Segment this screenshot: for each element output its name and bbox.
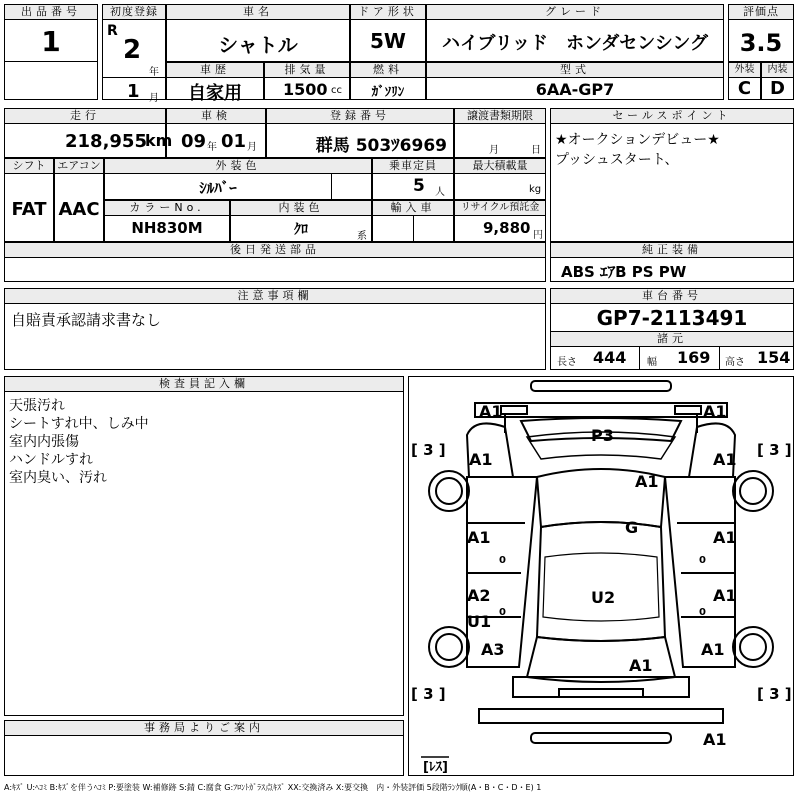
model-code: 6AA-GP7	[535, 80, 615, 99]
length: 444	[593, 348, 627, 367]
first-reg-label: 初度登録	[103, 5, 165, 20]
equipment-label: 純正装備	[551, 243, 793, 258]
inspection-month: 01	[221, 131, 247, 152]
load-unit: kg	[529, 184, 542, 195]
mark-rear-door-left-a: A2	[467, 586, 491, 605]
mileage: 218,955	[65, 131, 147, 152]
tire-tread-rear-left: [ 3 ]	[411, 685, 446, 703]
capacity-unit: 人	[435, 187, 445, 198]
inspector-notes-box	[4, 376, 404, 716]
door-label: ドア形状	[351, 5, 425, 20]
mileage-box	[4, 108, 173, 158]
interior-grade: D	[770, 78, 785, 99]
spare-tire: [ﾚｽ]	[423, 760, 448, 775]
inspector-label: 検査員記入欄	[5, 377, 403, 392]
color-label: 外装色	[105, 159, 371, 174]
chassis-label: 車台番号	[551, 289, 793, 304]
mark-front-door-left: A1	[467, 528, 491, 547]
width-label: 幅	[647, 357, 657, 368]
office-label: 事務局よりご案内	[5, 721, 403, 736]
shift: FAT	[11, 199, 47, 220]
model-box	[426, 62, 724, 100]
color-no-label: カラーNo.	[105, 201, 229, 216]
interior-color-label: 内装色	[231, 201, 371, 216]
interior-label: 内装	[762, 63, 793, 78]
mark-hood-right: A1	[635, 472, 659, 491]
office-notice-box	[4, 720, 404, 776]
recycle-label: リサイクル預託金	[455, 201, 545, 216]
era-mark: R	[107, 23, 118, 39]
sales-line: プッシュスタート、	[555, 152, 679, 168]
zero-right-2: 0	[699, 607, 706, 618]
lot-number: 1	[41, 25, 61, 58]
recycle-unit: 円	[533, 230, 543, 241]
registration-number: 群馬 503ﾂ6969	[315, 136, 447, 156]
first-registration-box	[102, 4, 166, 104]
exterior-label: 外装	[729, 63, 760, 78]
mark-roof: G	[625, 518, 639, 537]
shift-label: シフト	[5, 159, 53, 174]
grade: ハイブリッド ホンダセンシング	[441, 33, 709, 54]
chassis-number: GP7-2113491	[596, 306, 748, 330]
aircon-label: エアコン	[55, 159, 103, 174]
notes-text: 自賠責承認請求書なし	[11, 311, 162, 329]
inspection-label: 車検	[167, 109, 265, 124]
interior-color-box	[230, 200, 372, 242]
model-label: 型式	[427, 63, 723, 78]
car-outline-diagram	[409, 377, 793, 775]
inspector-line: シートすれ中、しみ中	[9, 416, 149, 432]
equipment: ABS ｴｱB PS PW	[561, 263, 687, 281]
color-number-box	[104, 200, 230, 242]
transfer-month-unit: 月	[489, 145, 499, 156]
capacity-label: 乗車定員	[373, 159, 453, 174]
fuel-label: 燃料	[351, 63, 425, 78]
regno-label: 登録番号	[267, 109, 453, 124]
mark-front-bumper-left: A1	[479, 402, 503, 421]
mark-rear-door-left-b: U1	[467, 612, 492, 631]
history-box	[166, 62, 264, 104]
exterior-color: ｼﾙﾊﾞｰ	[199, 179, 237, 197]
notes-label: 注意事項欄	[5, 289, 545, 304]
mark-trunk: A1	[629, 656, 653, 675]
mark-fender-right: A1	[713, 450, 737, 469]
mark-fender-left: A1	[469, 450, 493, 469]
car-name: シャトル	[218, 33, 298, 57]
sales-line: ★オークションデビュー★	[555, 132, 720, 148]
displacement: 1500	[283, 80, 328, 99]
mileage-label: 走行	[5, 109, 165, 124]
cc-unit: cc	[331, 85, 342, 96]
interior-color-unit: 系	[357, 231, 367, 242]
displacement-box	[264, 62, 350, 100]
width: 169	[677, 348, 711, 367]
transfer-deadline-box	[454, 108, 546, 158]
interior-color: ｸﾛ	[294, 222, 308, 238]
wheels	[429, 471, 773, 667]
sales-label: セールスポイント	[551, 109, 793, 124]
mark-roof-center: U2	[591, 588, 616, 607]
mark-rear-bumper: A1	[703, 730, 727, 749]
grade-box	[426, 4, 724, 62]
displacement-label: 排気量	[265, 63, 349, 78]
load-label: 最大積載量	[455, 159, 545, 174]
height: 154	[757, 348, 791, 367]
aircon-box	[54, 158, 104, 242]
capacity-box	[372, 158, 454, 200]
inspection-year: 09	[181, 131, 207, 152]
exterior-grade: C	[737, 78, 752, 99]
door-box	[350, 4, 426, 62]
damage-diagram	[408, 376, 794, 776]
mark-front-door-right: A1	[713, 528, 737, 547]
lot-label: 出品番号	[5, 5, 97, 20]
inspector-line: 室内臭い、汚れ	[9, 470, 107, 486]
score-box	[728, 4, 794, 62]
dims-label: 諸元	[551, 331, 793, 347]
transfer-label: 譲渡書類期限	[455, 109, 545, 124]
mark-rear-door-right: A1	[713, 586, 737, 605]
tire-tread-rear-right: [ 3 ]	[757, 685, 792, 703]
inspector-line: ハンドルすれ	[9, 452, 93, 468]
reg-year: 2	[123, 35, 142, 65]
interior-grade-box	[761, 62, 794, 100]
legend: A:ｷｽﾞ U:ﾍｺﾐ B:ｷｽﾞを伴うﾍｺﾐ P:要塗装 W:補修跡 S:錆 C:腐食 G:ﾌﾛﾝﾄｶﾞﾗｽ点ｷｽﾞ XX:交換済み X:要交換 内・外装評価 5段階ﾗﾝｸ順(A・B・C・D・E) 1	[4, 783, 542, 792]
equipment-box	[550, 242, 794, 282]
history: 自家用	[188, 83, 242, 104]
zero-left-2: 0	[499, 607, 506, 618]
height-label: 高さ	[725, 357, 745, 368]
exterior-color-box	[104, 158, 372, 200]
car-name-box	[166, 4, 350, 62]
sales-point-box	[550, 108, 794, 242]
km-unit: km	[145, 131, 173, 150]
color-number: NH830M	[131, 219, 203, 237]
registration-number-box	[266, 108, 454, 158]
score: 3.5	[739, 29, 783, 57]
max-load-box	[454, 158, 546, 200]
tire-tread-front-right: [ 3 ]	[757, 441, 792, 459]
inspection-month-unit: 月	[247, 142, 257, 153]
lot-box	[4, 4, 98, 100]
shift-box	[4, 158, 54, 242]
length-label: 長さ	[557, 357, 577, 368]
capacity: 5	[413, 176, 425, 196]
tire-tread-front-left: [ 3 ]	[411, 441, 446, 459]
score-label: 評価点	[729, 5, 793, 20]
month-unit: 月	[149, 93, 159, 104]
recycle-box	[454, 200, 546, 242]
year-unit: 年	[149, 67, 159, 78]
zero-right-1: 0	[699, 555, 706, 566]
import-label: 輸入車	[373, 201, 453, 216]
reg-month: 1	[127, 81, 140, 102]
door-type: 5W	[370, 29, 406, 53]
fuel: ｶﾞｿﾘﾝ	[371, 85, 405, 100]
later-parts-box	[4, 242, 546, 282]
recycle-fee: 9,880	[483, 219, 531, 237]
grade-label: グレード	[427, 5, 723, 20]
transfer-day-unit: 日	[531, 145, 541, 156]
car-name-label: 車名	[167, 5, 349, 20]
mark-front-bumper-right: A1	[703, 402, 727, 421]
notes-box	[4, 288, 546, 370]
mark-windshield: P3	[591, 426, 614, 445]
import-box	[372, 200, 454, 242]
zero-left-1: 0	[499, 555, 506, 566]
aircon: AAC	[58, 199, 100, 220]
exterior-grade-box	[728, 62, 761, 100]
inspector-line: 天張汚れ	[9, 398, 65, 414]
mark-quarter-left: A3	[481, 640, 505, 659]
inspector-line: 室内内張傷	[9, 434, 79, 450]
inspection-box	[166, 108, 266, 158]
later-parts-label: 後日発送部品	[5, 243, 545, 258]
inspection-year-unit: 年	[207, 142, 217, 153]
history-label: 車歴	[167, 63, 263, 78]
mark-quarter-right: A1	[701, 640, 725, 659]
chassis-box	[550, 288, 794, 370]
fuel-box	[350, 62, 426, 100]
